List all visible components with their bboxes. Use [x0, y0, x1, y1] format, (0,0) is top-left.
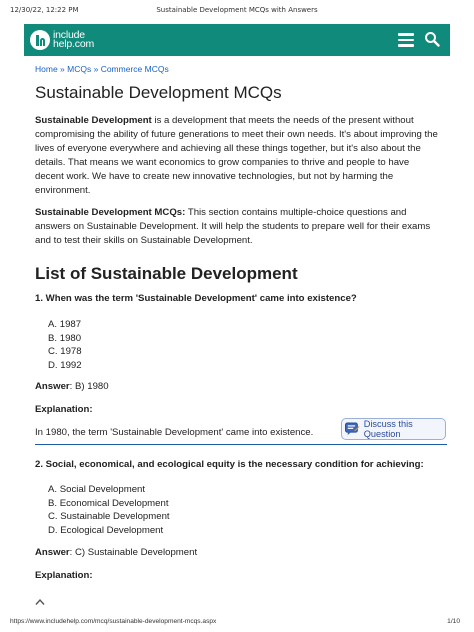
option-item[interactable]: A. 1987 [48, 319, 82, 330]
page-title: Sustainable Development MCQs [35, 83, 282, 102]
question-block [35, 458, 439, 583]
mcq-description: Sustainable Development MCQs: This section contains multiple-choice questions and answers on Sustainable Development. It will help the students to prepare well for their exams and to test their skills on Sustainable Development. [35, 207, 431, 246]
print-footer [8, 618, 466, 628]
site-logo[interactable] [30, 29, 94, 51]
search-icon[interactable] [424, 31, 440, 47]
option-item[interactable]: C. Sustainable Development [48, 511, 170, 523]
options-list [48, 318, 439, 372]
logo-icon [30, 30, 50, 50]
intro-paragraph: Sustainable Development is a development that meets the needs of the present without compromising the ability of future generations to meet their own needs. It's about improving the lives of everyone everywhere and achieving all these things together, but it's also about the details. That means we want economics to grow companies to thrive and people to have decent work. We have to create new innovative technologies, but not by harming the environment. [35, 115, 438, 196]
question-text: 2. Social, economical, and ecological equity is the necessary condition for achieving: [35, 459, 424, 470]
print-page-number: 1/10 [447, 618, 460, 625]
option-item[interactable]: B. Economical Development [48, 497, 169, 509]
site-header [24, 24, 450, 56]
option-item[interactable]: D. Ecological Development [48, 524, 164, 536]
print-datetime: 12/30/22, 12:22 PM [10, 6, 79, 14]
options-list [48, 483, 439, 537]
option-item[interactable]: A. Social Development [48, 484, 146, 495]
breadcrumb-mcqs-link[interactable]: MCQs [67, 64, 92, 74]
option-item[interactable]: C. 1978 [48, 346, 82, 358]
discuss-button-label: Discuss this Question [363, 419, 413, 439]
option-item[interactable]: B. 1980 [48, 332, 82, 344]
explanation-text: In 1980, the term 'Sustainable Development' came into existence. [35, 427, 314, 439]
print-header [8, 6, 466, 18]
question-divider [35, 444, 447, 445]
breadcrumb-commerce-link[interactable]: Commerce MCQs [100, 64, 169, 74]
breadcrumb-home-link[interactable]: Home [35, 64, 58, 74]
section-title: List of Sustainable Development [35, 264, 298, 283]
answer-text: Answer: C) Sustainable Development [35, 547, 198, 559]
question-text: 1. When was the term 'Sustainable Development' came into existence? [35, 293, 357, 304]
explanation-label: Explanation: [35, 404, 93, 416]
main-content [35, 62, 439, 440]
print-title: Sustainable Development MCQs with Answers [156, 6, 318, 14]
discuss-icon [345, 422, 360, 436]
print-url: https://www.includehelp.com/mcq/sustainable-development-mcqs.aspx [10, 618, 217, 625]
answer-text: Answer: B) 1980 [35, 381, 109, 393]
discuss-question-button[interactable] [341, 418, 446, 440]
explanation-label: Explanation: [35, 570, 93, 582]
breadcrumb: Home » MCQs » Commerce MCQs [35, 64, 169, 74]
scroll-to-top-icon[interactable] [35, 598, 45, 606]
logo-text: include help.com [53, 29, 95, 50]
option-item[interactable]: D. 1992 [48, 359, 82, 371]
hamburger-menu-icon[interactable] [398, 33, 414, 47]
